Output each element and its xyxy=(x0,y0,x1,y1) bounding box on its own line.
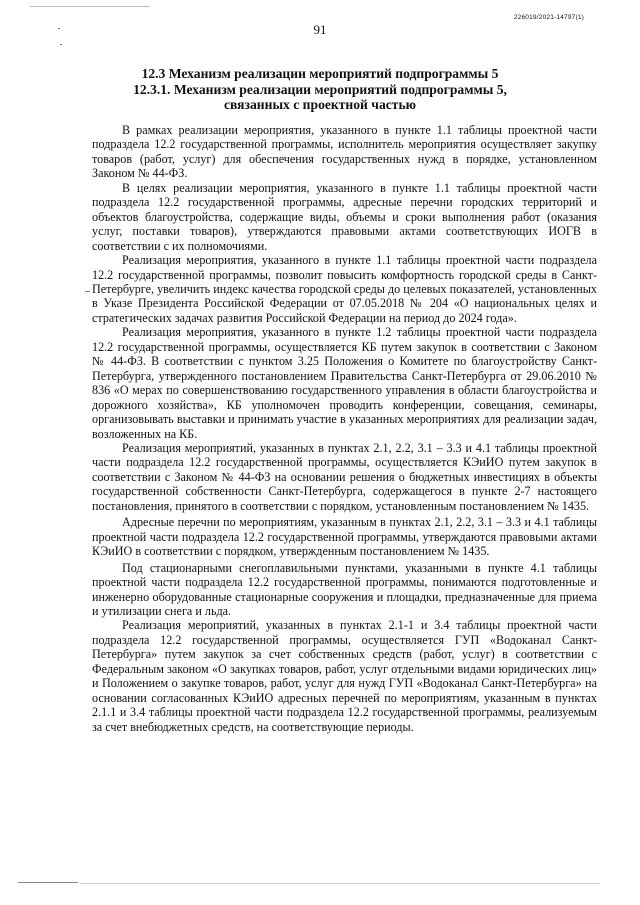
paragraph: Адресные перечни по мероприятиям, указанным в пунктах 2.1, 2.2, 3.1 – 3.3 и 4.1 таблицы проектной части подраздела 12.2 государственной программы, утверждаются правовыми актами КЭиИО в соответствии с порядком, утвержденным постановлением № 1435. xyxy=(92,515,597,559)
document-id: 226019/2021-14797(1) xyxy=(513,14,584,21)
scan-artifact-top xyxy=(30,6,150,7)
section-heading xyxy=(60,66,580,113)
paragraph: Реализация мероприятия, указанного в пункте 1.2 таблицы проектной части подраздела 12.2 государственной программы, осуществляется КБ путем закупок в соответствии с Законом № 44-ФЗ. В соответствии с пунктом 3.25 Положения о Комитете по благоустройству Санкт-Петербурга, утвержденного постановлением Правительства Санкт-Петербурга от 29.06.2010 № 836 «О мерах по совершенствованию государственного управления в области благоустройства и дорожного хозяйства», КБ уполномочен проводить конференции, совещания, семинары, организовывать выставки и принимать участие в указанных мероприятиях для реализации задач, возложенных на КБ. xyxy=(92,325,597,441)
paragraph: Реализация мероприятий, указанных в пунктах 2.1, 2.2, 3.1 – 3.3 и 4.1 таблицы проектной части подраздела 12.2 государственной программы, осуществляется КЭиИО путем закупок в соответствии с Законом № 44-ФЗ на основании решения о бюджетных инвестициях в объекты государственной собственности Санкт-Петербурга, содержащегося в пункте 2-7 настоящего постановления, принятого в соответствии с порядком, установленным постановлением № 1435. xyxy=(92,440,597,513)
body-text xyxy=(92,123,597,734)
heading-line: 12.3.1. Механизм реализации мероприятий подпрограммы 5, xyxy=(133,81,507,97)
page-number: 91 xyxy=(313,22,327,37)
paragraph: Реализация мероприятия, указанного в пункте 1.1 таблицы проектной части подраздела 12.2 государственной программы, позволит повысить комфортность городской среды в Санкт-Петербурге, увеличить индекс качества городской среды до целевых показателей, установленных в Указе Президента Российской Федерации от 07.05.2018 № 204 «О национальных целях и стратегических задачах развития Российской Федерации на период до 2024 года». xyxy=(92,253,597,325)
paragraph: В целях реализации мероприятия, указанного в пункте 1.1 таблицы проектной части подраздела 12.2 государственной программы, адресные перечни городских территорий и объектов благоустройства, содержащие виды, объемы и сроки выполнения работ (оказания услуг, поставки товаров), утверждаются правовыми актами соответствующих ИОГВ в соответствии с их полномочиями. xyxy=(92,180,597,253)
heading-line: связанных с проектной частью xyxy=(223,97,417,112)
paragraph: Реализация мероприятий, указанных в пунктах 2.1-1 и 3.4 таблицы проектной части подраздела 12.2 государственной программы, осуществляется ГУП «Водоканал Санкт-Петербурга» путем закупок за счет собственных средств (работ, услуг) в соответствии с Федеральным законом «О закупках товаров, работ, услуг отдельными видами юридических лиц» и Положением о закупке товаров, работ, услуг для нужд ГУП «Водоканал Санкт-Петербурга» на основании согласованных КЭиИО адресных перечней по мероприятиям, указанным в пунктах 2.1.1 и 3.4 таблицы проектной части подраздела 12.2 государственной программы, реализуемым за счет внебюджетных средств, на соответствующие периоды. xyxy=(92,618,597,734)
scan-artifact-bottom xyxy=(80,883,600,884)
scan-artifact-bottom xyxy=(18,882,78,883)
paragraph: В рамках реализации мероприятия, указанного в пункте 1.1 таблицы проектной части подраздела 12.2 государственной программы, исполнитель мероприятия осуществляет закупку товаров (работ, услуг) для обеспечения государственных нужд в порядке, установленном Законом № 44-ФЗ. xyxy=(92,123,597,181)
heading-line: 12.3 Механизм реализации мероприятий подпрограммы 5 xyxy=(141,66,499,81)
scan-artifact-dot xyxy=(60,44,62,45)
paragraph: Под стационарными снегоплавильными пунктами, указанными в пункте 4.1 таблицы проектной части подраздела 12.2 государственной программы, понимаются подготовленные и инженерно оборудованные стационарные сооружения и площадки, предназначенные для приема и утилизации снега и льда. xyxy=(92,560,597,618)
scan-artifact-dot xyxy=(85,291,90,292)
